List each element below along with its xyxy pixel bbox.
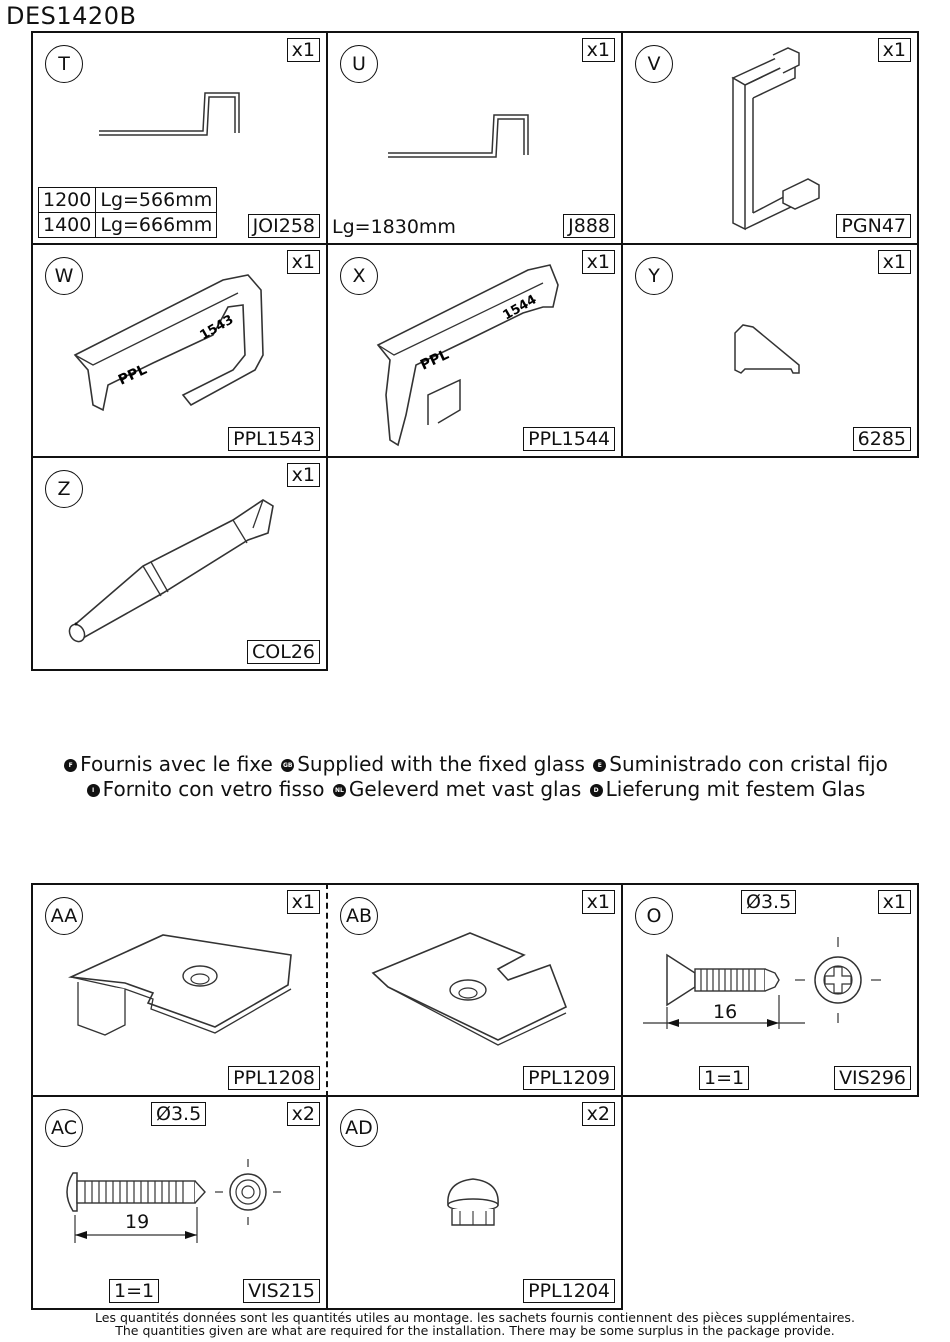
part-letter: AB bbox=[340, 897, 378, 935]
part-code: 6285 bbox=[853, 427, 911, 451]
part-cell-y bbox=[623, 245, 917, 456]
corner-plate-illustration bbox=[33, 885, 326, 1095]
part-code: PPL1208 bbox=[228, 1066, 320, 1090]
scale-label: 1=1 bbox=[699, 1066, 749, 1090]
part-code: PPL1204 bbox=[523, 1279, 615, 1303]
quantity-label: x1 bbox=[582, 38, 615, 62]
scale-label: 1=1 bbox=[109, 1279, 159, 1303]
part-cell-ac bbox=[33, 1097, 326, 1308]
part-cell-w bbox=[33, 245, 326, 456]
part-letter: X bbox=[340, 257, 378, 295]
part-cell-z bbox=[33, 458, 326, 669]
clip-mark-ppl: PPL bbox=[115, 361, 150, 389]
part-code: PGN47 bbox=[836, 214, 911, 238]
screw-illustration bbox=[623, 885, 917, 1095]
caption-text: Geleverd met vast glas bbox=[348, 777, 582, 801]
profile-block-illustration bbox=[623, 245, 917, 456]
cap-plug-illustration bbox=[328, 1097, 621, 1308]
screw-length-label: 19 bbox=[125, 1211, 150, 1233]
quantity-label: x1 bbox=[878, 250, 911, 274]
quantity-label: x2 bbox=[287, 1102, 320, 1126]
clip-mark-number: 1543 bbox=[197, 312, 237, 344]
quantity-label: x1 bbox=[287, 38, 320, 62]
part-letter: T bbox=[45, 45, 83, 83]
screw-length-label: 16 bbox=[713, 1001, 738, 1023]
screw-illustration bbox=[33, 1097, 326, 1308]
part-cell-u bbox=[328, 33, 621, 243]
quantity-label: x2 bbox=[582, 1102, 615, 1126]
part-cell-v bbox=[623, 33, 917, 243]
caption-text: Fornito con vetro fisso bbox=[102, 777, 325, 801]
caption-text: Suministrado con cristal fijo bbox=[609, 752, 888, 776]
part-letter: AC bbox=[45, 1109, 83, 1147]
quantity-label: x1 bbox=[582, 890, 615, 914]
handle-illustration bbox=[623, 33, 917, 243]
quantity-label: x1 bbox=[582, 250, 615, 274]
flag-de-icon: D bbox=[590, 784, 603, 797]
language-caption-line-2 bbox=[0, 777, 950, 801]
clip-illustration bbox=[328, 245, 621, 456]
part-code: VIS296 bbox=[834, 1066, 911, 1090]
quantity-label: x1 bbox=[287, 250, 320, 274]
part-code: J888 bbox=[563, 214, 615, 238]
size-value: 1200 bbox=[39, 188, 96, 213]
part-letter: AD bbox=[340, 1109, 378, 1147]
footer-note-en: The quantities given are what are required for the installation. There may be some surplus in the package provide. bbox=[115, 1323, 835, 1338]
document-title: DES1420B bbox=[6, 2, 137, 30]
flag-it-icon: I bbox=[87, 784, 100, 797]
corner-plate-illustration bbox=[328, 885, 621, 1095]
part-cell-t bbox=[33, 33, 326, 243]
part-letter: AA bbox=[45, 897, 83, 935]
part-letter: V bbox=[635, 45, 673, 83]
part-code: COL26 bbox=[247, 640, 320, 664]
nozzle-illustration bbox=[33, 458, 326, 669]
quantity-label: x1 bbox=[878, 890, 911, 914]
clip-illustration bbox=[33, 245, 326, 456]
part-code: VIS215 bbox=[243, 1279, 320, 1303]
part-letter: Z bbox=[45, 470, 83, 508]
diameter-label: Ø3.5 bbox=[151, 1102, 206, 1126]
quantity-label: x1 bbox=[287, 890, 320, 914]
clip-mark-ppl: PPL bbox=[417, 346, 452, 374]
caption-text: Lieferung mit festem Glas bbox=[605, 777, 866, 801]
part-letter: O bbox=[635, 897, 673, 935]
part-cell-ab bbox=[328, 885, 621, 1095]
flag-es-icon: E bbox=[593, 759, 606, 772]
clip-mark-number: 1544 bbox=[500, 292, 540, 324]
caption-text: Fournis avec le fixe bbox=[80, 752, 273, 776]
joint-profile-illustration bbox=[328, 33, 621, 243]
quantity-label: x1 bbox=[878, 38, 911, 62]
length-value: Lg=566mm bbox=[96, 188, 217, 213]
part-cell-aa bbox=[33, 885, 326, 1095]
part-code: PPL1544 bbox=[523, 427, 615, 451]
length-note: Lg=1830mm bbox=[332, 216, 456, 238]
flag-fr-icon: F bbox=[64, 759, 77, 772]
footer-note-fr: Les quantités données sont les quantités utiles au montage. les sachets fournis contiennent des pièces supplémentaires. bbox=[95, 1310, 855, 1325]
size-value: 1400 bbox=[39, 213, 96, 238]
length-table bbox=[38, 187, 217, 238]
part-letter: U bbox=[340, 45, 378, 83]
part-letter: Y bbox=[635, 257, 673, 295]
part-letter: W bbox=[45, 257, 83, 295]
flag-gb-icon: GB bbox=[281, 759, 294, 772]
flag-nl-icon: NL bbox=[333, 784, 346, 797]
language-caption-line-1 bbox=[0, 752, 950, 776]
part-code: JOI258 bbox=[248, 214, 320, 238]
part-cell-ad bbox=[328, 1097, 621, 1308]
part-cell-o bbox=[623, 885, 917, 1095]
part-cell-x bbox=[328, 245, 621, 456]
diameter-label: Ø3.5 bbox=[741, 890, 796, 914]
part-code: PPL1543 bbox=[228, 427, 320, 451]
caption-text: Supplied with the fixed glass bbox=[297, 752, 585, 776]
part-code: PPL1209 bbox=[523, 1066, 615, 1090]
quantity-label: x1 bbox=[287, 463, 320, 487]
length-value: Lg=666mm bbox=[96, 213, 217, 238]
